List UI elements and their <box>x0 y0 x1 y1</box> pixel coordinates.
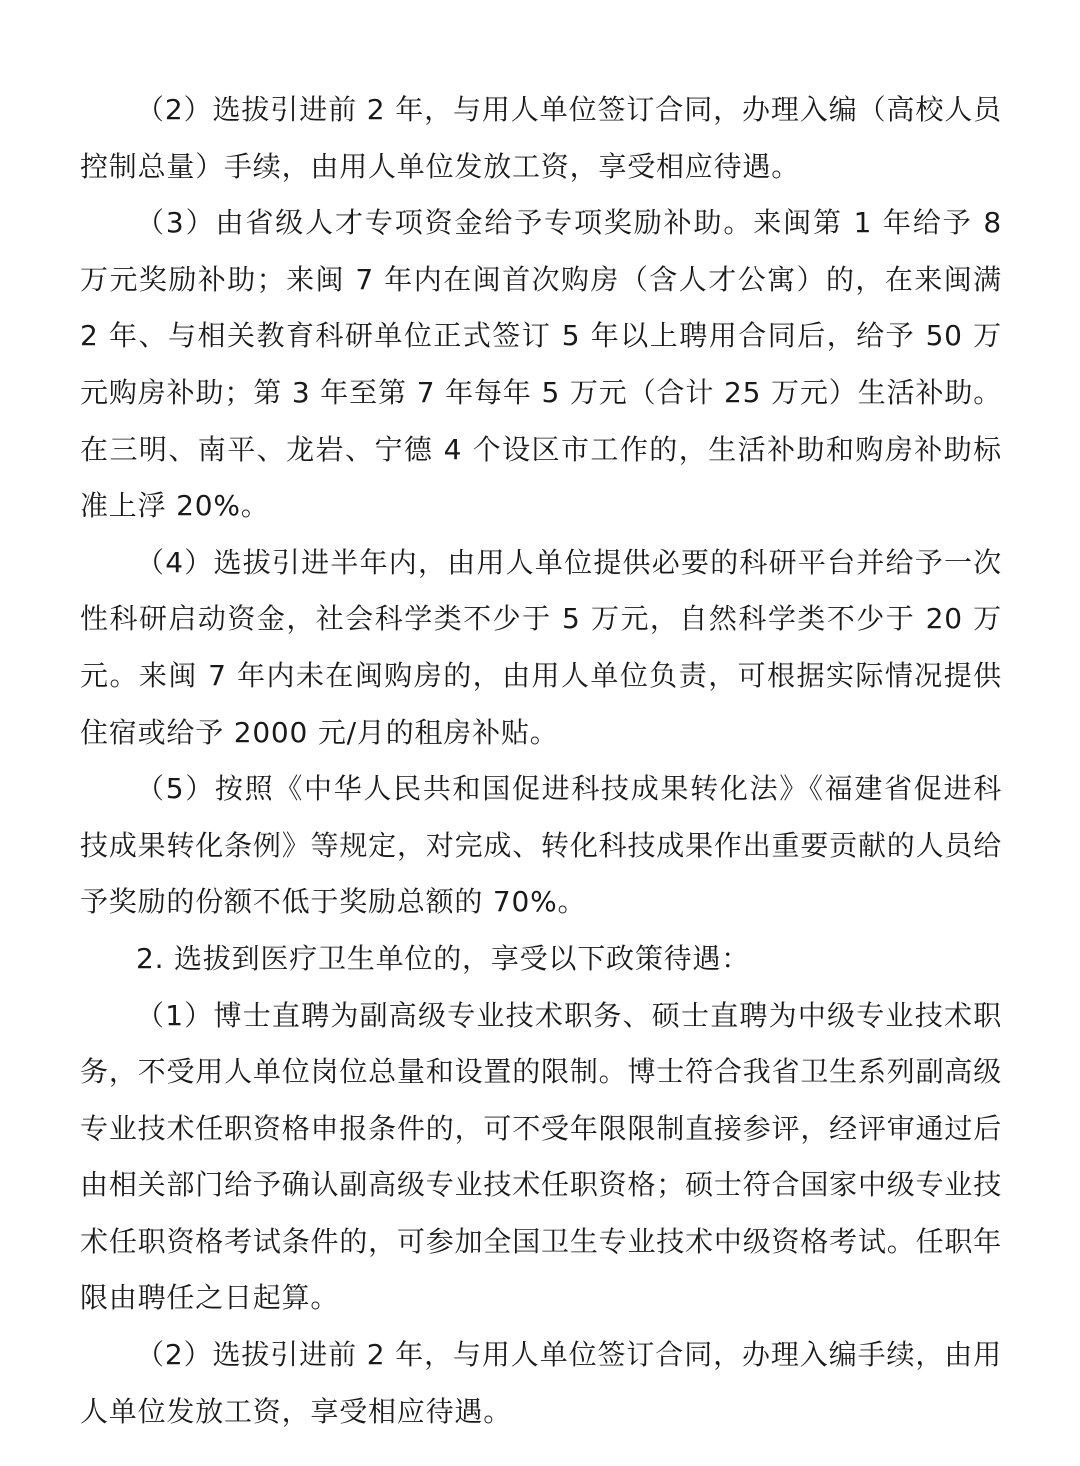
section-heading-medical: 2. 选拔到医疗卫生单位的，享受以下政策待遇： <box>136 941 751 975</box>
paragraph-university-contract: （2）选拔引进前 2 年，与用人单位签订合同，办理入编（高校人员控制总量）手续，由用人单位发放工资，享受相应待遇。 <box>80 93 1002 183</box>
paragraph-research-funding: （4）选拔引进半年内，由用人单位提供必要的科研平台并给予一次性科研启动资金，社会科学类不少于 5 万元，自然科学类不少于 20 万元。来闽 7 年内未在闽购房的，由用人单位负责，可根据实际情况提供住宿或给予 2000 元/月的租房补贴。 <box>80 545 1002 749</box>
paragraph-medical-contract: （2）选拔引进前 2 年，与用人单位签订合同，办理入编手续，由用人单位发放工资，享受相应待遇。 <box>80 1338 1002 1428</box>
paragraph-tech-transfer-reward: （5）按照《中华人民共和国促进科技成果转化法》《福建省促进科技成果转化条例》等规定，对完成、转化科技成果作出重要贡献的人员给予奖励的份额不低于奖励总额的 70%。 <box>80 772 1002 919</box>
paragraph-direct-appointment: （1）博士直聘为副高级专业技术职务、硕士直聘为中级专业技术职务，不受用人单位岗位总量和设置的限制。博士符合我省卫生系列副高级专业技术任职资格申报条件的，可不受年限限制直接参评，经评审通过后由相关部门给予确认副高级专业技术任职资格；硕士符合国家中级专业技术任职资格考试条件的，可参加全国卫生专业技术中级资格考试。任职年限由聘任之日起算。 <box>80 998 1002 1315</box>
paragraph-provincial-subsidy: （3）由省级人才专项资金给予专项奖励补助。来闽第 1 年给予 8 万元奖励补助；来闽 7 年内在闽首次购房（含人才公寓）的，在来闽满 2 年、与相关教育科研单位正式签订 5 年以上聘用合同后，给予 50 万元购房补助；第 3 年至第 7 年每年 5 万元（合计 25 万元）生活补助。在三明、南平、龙岩、宁德 4 个设区市工作的，生活补助和购房补助标准上浮 20%。 <box>80 206 1002 523</box>
